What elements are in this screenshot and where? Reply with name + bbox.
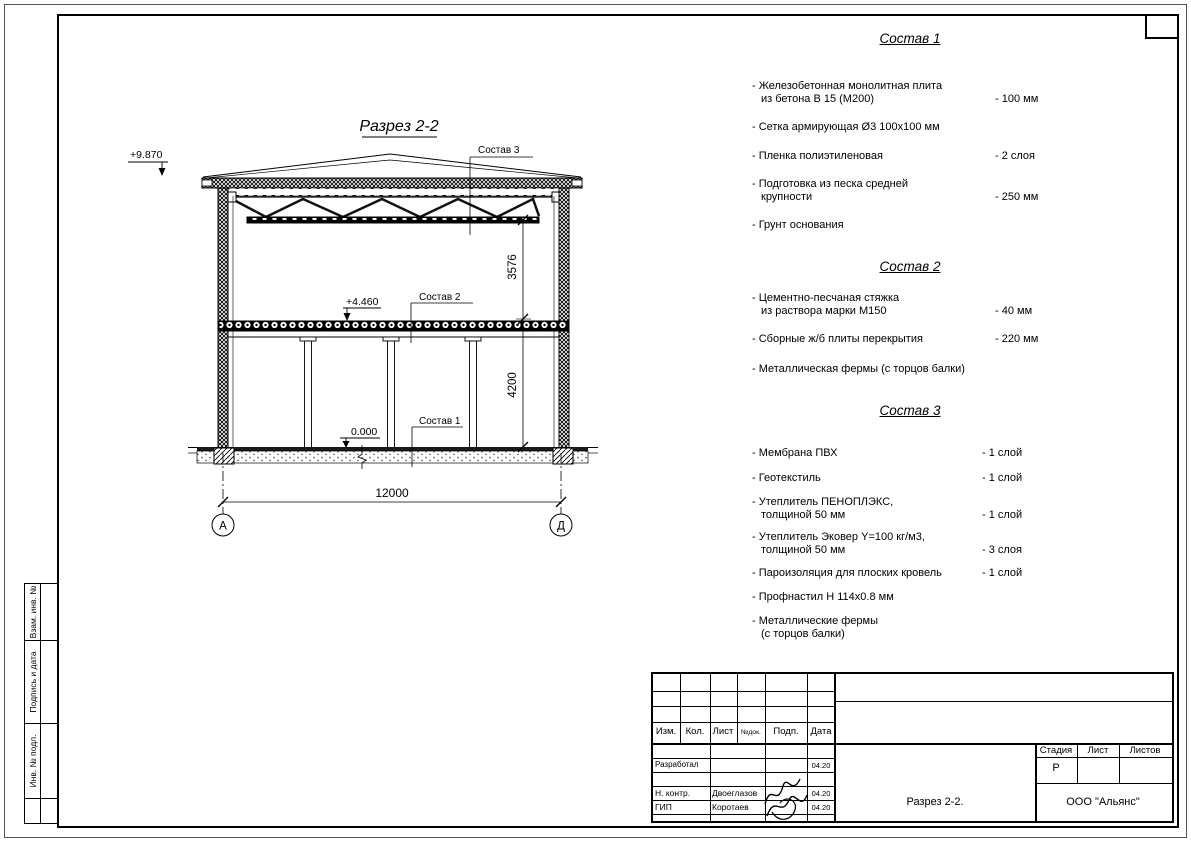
strip-cell-vzam (24, 583, 58, 641)
composition-list-2 (750, 255, 1080, 385)
roof-slope-lines (203, 154, 581, 178)
grid-line (1119, 743, 1120, 783)
stage-header: Стадия (1039, 745, 1073, 756)
leader-sostav3-text: Состав 3 (478, 145, 520, 156)
item-text: - Грунт основания (752, 219, 844, 231)
vertical-dimensions (507, 215, 531, 452)
floor-dim-text: 4200 (507, 372, 519, 398)
item-text: - Металлическая фермы (с торцов балки) (752, 363, 965, 375)
item-text: - Мембрана ПВХ (752, 447, 838, 459)
signature-scribble (761, 766, 811, 821)
doc-title: Разрез 2-2. (906, 796, 964, 808)
rev-header-list: Лист (712, 726, 734, 737)
item-text: - Металлические фермы (752, 615, 879, 627)
list-item (752, 591, 1070, 604)
composition-list-3 (750, 400, 1080, 645)
list-item (752, 121, 1070, 134)
item-value: - 1 слой (982, 472, 1023, 484)
item-text: крупности (761, 190, 813, 203)
grid-line (710, 674, 711, 821)
rev-header-izm: Изм. (655, 726, 677, 737)
grid-line (653, 758, 835, 759)
company-name: ООО "Альянс" (1066, 796, 1140, 808)
truss-dim-text: 3576 (507, 254, 519, 280)
date-razrabotal: 04.20 (811, 761, 831, 770)
section-title-group (359, 118, 438, 137)
elevation-floor-text: +4.460 (346, 296, 379, 308)
item-text: - Пленка полиэтиленовая (752, 150, 883, 162)
grid-line (1077, 743, 1078, 783)
item-value: - 3 слоя (982, 543, 1023, 556)
list2-title: Состав 2 (879, 259, 941, 274)
item-value: - 40 мм (995, 304, 1033, 317)
item-text: толщиной 50 мм (761, 508, 846, 521)
leader-sostav1-text: Состав 1 (419, 416, 461, 427)
item-text: из бетона В 15 (М200) (761, 92, 874, 105)
grid-line (1035, 743, 1037, 821)
composition-list-1 (750, 28, 1080, 243)
item-value: - 1 слой (982, 567, 1023, 579)
elevation-floor-mark (343, 296, 381, 321)
list-item (752, 496, 1070, 521)
item-value: - 1 слой (982, 508, 1023, 521)
roof-truss (224, 192, 564, 223)
item-text: - Железобетонная монолитная плита (752, 80, 943, 92)
grid-line (1035, 783, 1172, 784)
item-text: - Геотекстиль (752, 472, 821, 484)
list-item (752, 219, 1070, 232)
grid-line (653, 722, 835, 723)
strip-label-podpis: Подпись и дата (28, 651, 38, 713)
list-item (752, 178, 1070, 203)
role-razrabotal: Разработал (655, 760, 699, 769)
elevation-roof-mark (128, 149, 168, 176)
rev-header-podp: Подп. (773, 726, 799, 737)
grid-line (680, 674, 681, 744)
wall-right (559, 188, 569, 448)
item-text: - Подготовка из песка средней (752, 178, 908, 190)
foundation-right (553, 448, 573, 464)
grid-line (653, 706, 835, 707)
list3-title: Состав 3 (879, 403, 941, 418)
rev-header-data: Дата (810, 726, 832, 737)
elevation-roof-text: +9.870 (130, 149, 163, 161)
strip-label-vzam: Взам. инв. № (28, 585, 38, 639)
item-value: - 1 слой (982, 447, 1023, 459)
item-value: - 2 слоя (995, 150, 1036, 162)
name-korotaev: Коротаев (712, 802, 749, 812)
interior-columns (300, 337, 481, 448)
axis-letter-left: А (219, 520, 227, 533)
item-text: - Профнастил Н 114х0.8 мм (752, 591, 894, 603)
elevation-ground-text: 0.000 (351, 426, 378, 438)
grid-line (1035, 757, 1172, 758)
item-text: - Сетка армирующая Ø3 100х100 мм (752, 121, 940, 133)
list-item (752, 363, 1070, 376)
list-item (752, 292, 1070, 317)
title-block (651, 672, 1174, 823)
top-right-doc-box (1145, 14, 1177, 39)
item-value: - 100 мм (995, 92, 1039, 105)
item-text: (с торцов балки) (761, 627, 845, 640)
strip-divider (40, 724, 41, 798)
grid-line (835, 701, 1172, 702)
item-text: из раствора марки М150 (761, 304, 887, 317)
rev-header-ndok: №док. (741, 729, 761, 736)
wall-left (218, 188, 228, 448)
list-item (752, 567, 1070, 580)
section-drawing (0, 0, 660, 580)
span-dim-text: 12000 (375, 486, 409, 500)
grid-line (834, 674, 836, 821)
section-title: Разрез 2-2 (359, 118, 439, 135)
role-nkontr: Н. контр. (655, 788, 691, 798)
date-nkontr: 04.20 (811, 789, 831, 798)
item-text: толщиной 50 мм (761, 543, 846, 556)
name-dvoeglazov: Двоеглазов (712, 788, 758, 798)
strip-cell-empty (24, 798, 58, 824)
rev-header-kol: Кол. (685, 726, 705, 737)
leader-sostav2 (411, 292, 473, 343)
strip-label-inv: Инв. № подл. (28, 734, 38, 788)
item-text: - Сборные ж/б плиты перекрытия (752, 333, 923, 345)
list-item (752, 333, 1070, 346)
floor-slab (219, 321, 569, 337)
roof-slab (202, 178, 582, 196)
stage-value: Р (1052, 762, 1060, 774)
list-item (752, 447, 1070, 460)
item-text: - Утеплитель Эковер Y=100 кг/м3, (752, 531, 925, 543)
strip-divider (40, 641, 41, 723)
strip-divider (40, 799, 41, 823)
strip-cell-inv (24, 723, 58, 799)
item-value: - 220 мм (995, 333, 1039, 345)
list-item (752, 615, 1070, 640)
sheet-header: Лист (1087, 745, 1109, 756)
list-item (752, 150, 1070, 163)
item-value: - 250 мм (995, 190, 1039, 203)
list-item (752, 472, 1070, 485)
grid-line (737, 674, 738, 744)
foundation-left (214, 448, 234, 464)
date-gip: 04.20 (811, 803, 831, 812)
strip-cell-podpis (24, 640, 58, 724)
ground-slab (188, 445, 598, 469)
list1-title: Состав 1 (879, 31, 941, 46)
role-gip: ГИП (655, 802, 672, 812)
item-text: - Утеплитель ПЕНОПЛЭКС, (752, 496, 894, 508)
strip-divider (40, 584, 41, 640)
leader-sostav2-text: Состав 2 (419, 292, 461, 303)
sheets-header: Листов (1129, 745, 1161, 756)
axis-letter-right: Д (557, 520, 565, 533)
item-text: - Цементно-песчаная стяжка (752, 292, 900, 304)
elevation-ground-mark (340, 426, 380, 448)
grid-line (653, 691, 835, 692)
item-text: - Пароизоляция для плоских кровель (752, 567, 942, 579)
list-item (752, 531, 1070, 556)
list-item (752, 80, 1070, 105)
axis-grid (212, 453, 572, 536)
